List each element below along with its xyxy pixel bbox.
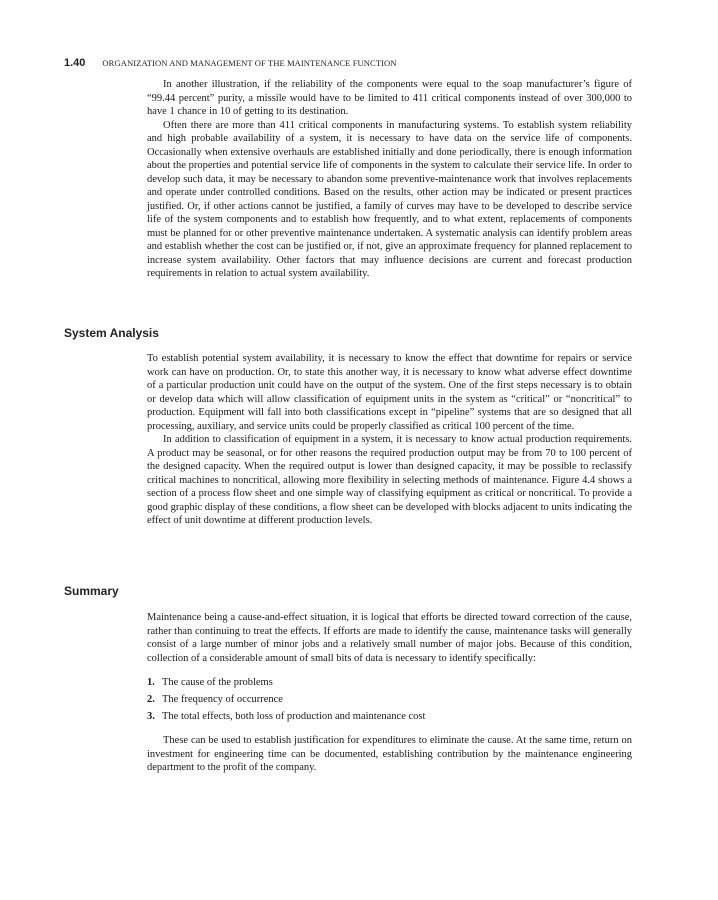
- list-item-text: The total effects, both loss of production and maintenance cost: [162, 711, 426, 722]
- list-item-number: 2.: [147, 694, 155, 705]
- list-item-text: The frequency of occurrence: [162, 694, 283, 705]
- page-number: 1.40: [64, 57, 86, 69]
- intro-paragraph-1: In another illustration, if the reliability of the components were equal to the soap manufacturer’s figure of “99.44 percent” purity, a missile would have to be limited to 411 critical components instead of over 300,000 to have 1 chance in 10 of getting to its destination.: [147, 79, 632, 117]
- summary-text: [147, 611, 632, 775]
- system-analysis-paragraph-2: In addition to classification of equipment in a system, it is necessary to know actual production requirements. A product may be seasonal, or for other reasons the required production output may be from 70 to 100 percent of the designed capacity. When the required output is lower than designed capacity, it may be possible to reclassify critical machines to noncritical, allowing more flexibility in selecting methods of maintenance. Figure 4.4 shows a section of a process flow sheet and one simple way of classifying equipment as critical or noncritical. To provide a good graphic display of these conditions, a flow sheet can be developed with blocks adjacent to units indicating the effect of unit downtime at different production levels.: [147, 434, 632, 526]
- list-item: [147, 674, 632, 691]
- summary-closing-paragraph: These can be used to establish justification for expenditures to eliminate the cause. At the same time, return on investment for engineering time can be documented, establishing contribution by the maintenance engineering department to the profit of the company.: [147, 735, 632, 773]
- summary-list: [147, 674, 632, 725]
- list-item: [147, 708, 632, 725]
- intro-paragraph-2: Often there are more than 411 critical components in manufacturing systems. To establish system reliability and high probable availability of a system, it is necessary to have data on the service life of components. Occasionally when extensive overhauls are established initially and done periodically, there is enough information about the properties and potential service life of components in the system to calculate their service life. In order to develop such data, it may be necessary to abandon some preventive-maintenance work that involves replacements and operate under controlled conditions. Based on the results, other action may be indicated or present practices justified. Or, if other actions cannot be justified, a family of curves may have to be developed to describe service life of the system components and to establish how frequently, and to what extent, replacements of components must be planned for or other preventive maintenance undertaken. A systematic analysis can identify problem areas and establish whether the cost can be justified or, if not, give an approximate frequency for planned replacement to increase system availability. Other factors that may influence decisions are current and forecast production requirements in relation to actual system availability.: [147, 119, 632, 279]
- intro-text: [147, 78, 632, 281]
- list-item-number: 1.: [147, 677, 155, 688]
- system-analysis-text: [147, 352, 632, 528]
- list-item-number: 3.: [147, 711, 155, 722]
- running-header: [64, 53, 397, 71]
- list-item-text: The cause of the problems: [162, 677, 273, 688]
- system-analysis-paragraph-1: To establish potential system availability, it is necessary to know the effect that downtime for repairs or service work can have on production. Or, to state this another way, it is necessary to know what adverse effect downtime of a particular production unit could have on the output of the system. One of the first steps necessary is to obtain or develop data which will allow classification of equipment units in the system as “critical” or “noncritical” to production. Equipment will fall into both classifications except in “pipeline” systems that are so designed that all processing, auxiliary, and service units could be properly classified as critical 100 percent of the time.: [147, 353, 632, 432]
- list-item: [147, 691, 632, 708]
- section-heading-summary: Summary: [64, 584, 119, 598]
- running-title: ORGANIZATION AND MANAGEMENT OF THE MAINTENANCE FUNCTION: [102, 58, 397, 68]
- section-heading-system-analysis: System Analysis: [64, 326, 159, 340]
- summary-lead-paragraph: Maintenance being a cause-and-effect situation, it is logical that efforts be directed toward correction of the cause, rather than continuing to treat the effects. If efforts are made to identify the cause, maintenance tasks will generally consist of a large number of minor jobs and a relatively small number of major jobs. Because of this condition, collection of a considerable amount of small bits of data is necessary to identify specifically:: [147, 612, 632, 664]
